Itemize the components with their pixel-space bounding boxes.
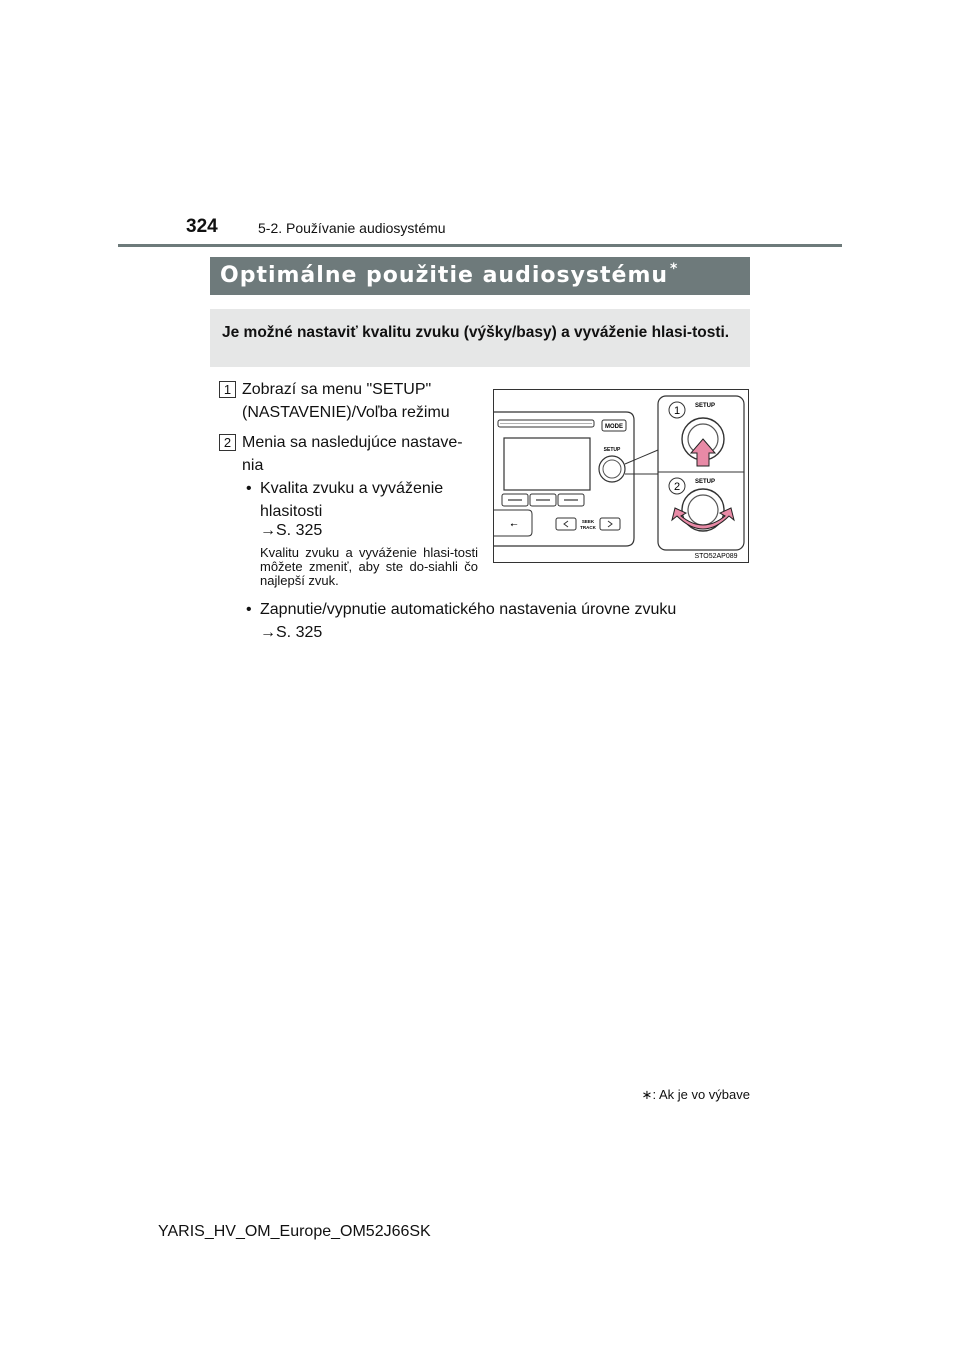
audio-unit-illustration <box>494 390 748 562</box>
audio-unit-figure <box>493 389 749 563</box>
item-2-label: Zapnutie/vypnutie automatického nastavenia úrovne zvuku <box>260 601 677 618</box>
track-label: TRACK <box>580 525 596 530</box>
figure-code: STO52AP089 <box>694 553 738 560</box>
mode-button-label: MODE <box>605 424 623 430</box>
step-2-line2: nia <box>242 457 264 474</box>
step-1-line1: Zobrazí sa menu "SETUP" <box>242 381 432 398</box>
step-1-line2: (NASTAVENIE)/Voľba režimu <box>242 404 450 421</box>
page-number: 324 <box>186 216 218 237</box>
document-code: YARIS_HV_OM_Europe_OM52J66SK <box>158 1223 431 1240</box>
item-1-ref: →S. 325 <box>260 522 323 539</box>
callout-1-number: 1 <box>673 405 681 417</box>
item-2-ref: →S. 325 <box>260 624 323 641</box>
seek-label: SEEK <box>581 519 595 524</box>
setup-label-2: SETUP <box>694 479 716 485</box>
intro-box <box>210 309 750 367</box>
usb-icon: ⭠ <box>510 520 518 530</box>
step-2-line1: Menia sa nasledujúce nastave- <box>242 434 463 451</box>
step-number-badge: 2 <box>219 434 236 451</box>
chapter-title: 5-2. Používanie audiosystému <box>258 220 446 236</box>
footnote: ∗: Ak je vo výbave <box>641 1087 750 1102</box>
optional-mark: * <box>670 261 679 277</box>
bullet-dot: • <box>246 480 252 497</box>
item-1-label: Kvalita zvuku a vyváženie <box>260 480 444 497</box>
callout-2-number: 2 <box>673 481 681 493</box>
bullet-dot: • <box>246 601 252 618</box>
item-1-label2: hlasitosti <box>260 503 323 520</box>
item-1-note: Kvalitu zvuku a vyváženie hlasi-tosti môžete zmeniť, aby ste do-siahli čo najlepší zvuk. <box>260 545 478 588</box>
section-title <box>220 263 678 288</box>
intro-text: Je možné nastaviť kvalitu zvuku (výšky/basy) a vyváženie hlasi-tosti. <box>222 324 730 341</box>
section-title-text: Optimálne použitie audiosystému <box>220 263 669 288</box>
setup-label-1: SETUP <box>694 403 716 409</box>
setup-label-small: SETUP <box>603 447 621 453</box>
step-number-badge: 1 <box>219 381 236 398</box>
header-rule <box>118 244 842 247</box>
section-title-bar <box>210 257 750 295</box>
